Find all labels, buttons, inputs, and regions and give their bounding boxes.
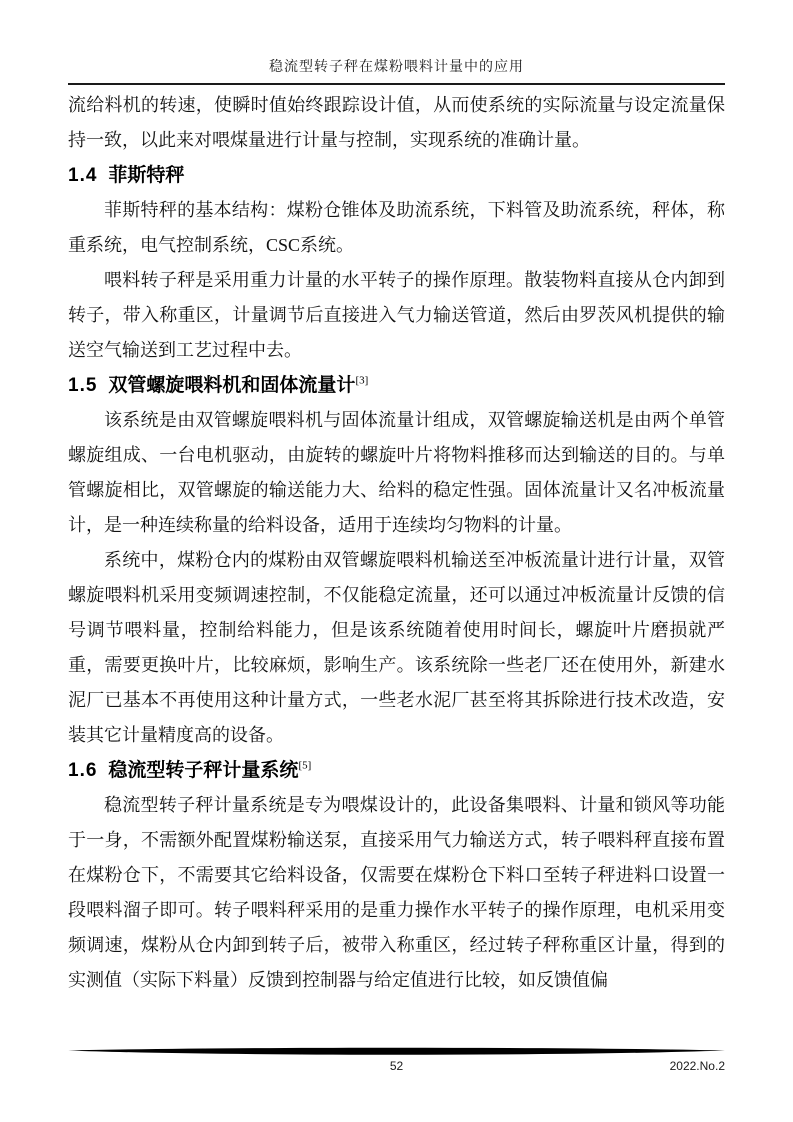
footer-rule-bar (68, 1046, 725, 1058)
page-number: 52 (389, 1059, 404, 1073)
body-paragraph: 该系统是由双管螺旋喂料机与固体流量计组成，双管螺旋输送机是由两个单管螺旋组成、一台电机驱动，由旋转的螺旋叶片将物料推移而达到输送的目的。与单管螺旋相比，双管螺旋的输送能力大、给料的稳定性强。固体流量计又名冲板流量计，是一种连续称量的给料设备，适用于连续均匀物料的计量。 (68, 410, 725, 535)
body-paragraph: 喂料转子秤是采用重力计量的水平转子的操作原理。散装物料直接从仓内卸到转子，带入称重区，计量调节后直接进入气力输送管道，然后由罗茨风机提供的输送空气输送到工艺过程中去。 (68, 270, 725, 360)
section-title: 稳流型转子秤计量系统 (108, 760, 299, 781)
page-header (68, 56, 725, 85)
section-heading (68, 368, 725, 403)
section-title: 菲斯特秤 (108, 165, 185, 186)
document-body (68, 88, 725, 998)
citation-superscript: [3] (355, 374, 369, 387)
section-heading (68, 158, 725, 193)
body-paragraph: 稳流型转子秤计量系统是专为喂煤设计的，此设备集喂料、计量和锁风等功能于一身，不需额外配置煤粉输送泵，直接采用气力输送方式，转子喂料秤直接布置在煤粉仓下，不需要其它给料设备，仅需要在煤粉仓下料口至转子秤进料口设置一段喂料溜子即可。转子喂料秤采用的是重力操作水平转子的操作原理，电机采用变频调速，煤粉从仓内卸到转子后，被带入称重区，经过转子秤称重区计量，得到的实测值（实际下料量）反馈到控制器与给定值进行比较，如反馈值偏 (68, 795, 725, 990)
footer-row (68, 1059, 725, 1077)
section-number: 1.5 (68, 375, 98, 396)
running-head-title: 稳流型转子秤在煤粉喂料计量中的应用 (269, 60, 524, 75)
issue-label: 2022.No.2 (669, 1059, 725, 1073)
citation-superscript: [5] (298, 759, 312, 772)
page-footer (68, 1046, 725, 1077)
body-paragraph: 系统中，煤粉仓内的煤粉由双管螺旋喂料机输送至冲板流量计进行计量，双管螺旋喂料机采用变频调速控制，不仅能稳定流量，还可以通过冲板流量计反馈的信号调节喂料量，控制给料能力，但是该系统随着使用时间长，螺旋叶片磨损就严重，需要更换叶片，比较麻烦，影响生产。该系统除一些老厂还在使用外，新建水泥厂已基本不再使用这种计量方式，一些老水泥厂甚至将其拆除进行技术改造，安装其它计量精度高的设备。 (68, 550, 725, 745)
section-number: 1.6 (68, 760, 98, 781)
body-paragraph: 菲斯特秤的基本结构：煤粉仓锥体及助流系统，下料管及助流系统，秤体，称重系统，电气控制系统，CSC系统。 (68, 200, 725, 255)
section-number: 1.4 (68, 165, 98, 186)
body-paragraph: 流给料机的转速，使瞬时值始终跟踪设计值，从而使系统的实际流量与设定流量保持一致，以此来对喂煤量进行计量与控制，实现系统的准确计量。 (68, 95, 725, 150)
section-heading (68, 753, 725, 788)
section-title: 双管螺旋喂料机和固体流量计 (108, 375, 356, 396)
